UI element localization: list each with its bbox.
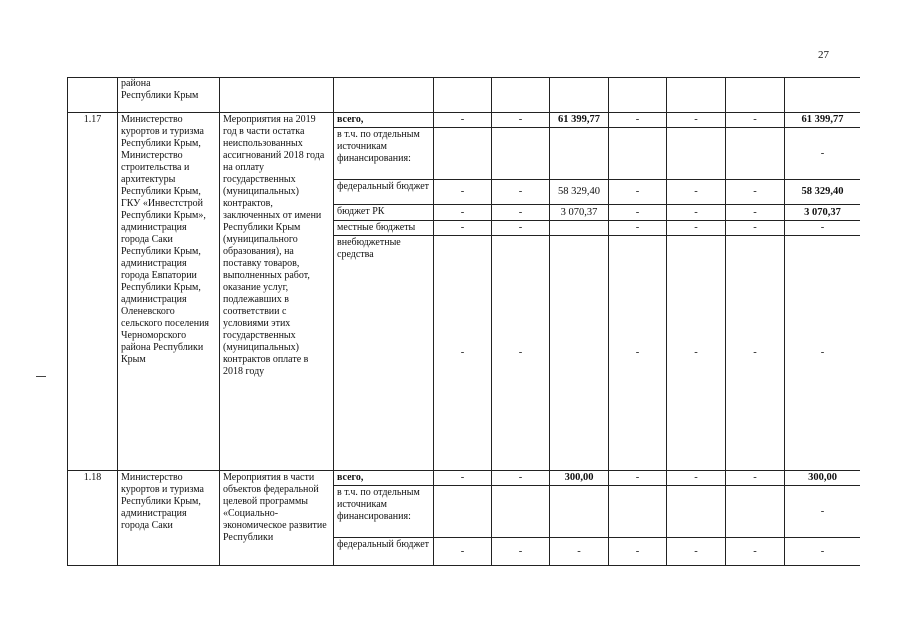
- table-row: федеральный бюджет - - 58 329,40 - - - 58 329,40: [68, 180, 861, 205]
- total-cell: -: [785, 221, 861, 236]
- source-label: внебюджетные средства: [334, 236, 434, 471]
- total-cell: 61 399,77: [785, 113, 861, 128]
- table-row: местные бюджеты - - - - - -: [68, 221, 861, 236]
- source-label: местные бюджеты: [334, 221, 434, 236]
- source-label: всего,: [334, 113, 434, 128]
- source-label: бюджет РК: [334, 205, 434, 221]
- table-row: федеральный бюджет - - - - - - -: [68, 538, 861, 566]
- executor-cell: Министерство курортов и туризма Республики Крым, Министерство строительства и архитектуры Республики Крым, ГКУ «Инвестстрой Республики Крым», администрация города Саки Республики Крым, администрация города Евпатории Республики Крым, администрация Оленевского сельского поселения Черноморского района Республики Крым: [118, 113, 220, 471]
- value-cell: -: [667, 113, 726, 128]
- event-cell: [220, 78, 334, 113]
- total-cell: 300,00: [785, 471, 861, 486]
- table-row: [68, 113, 861, 128]
- source-label: федеральный бюджет: [334, 538, 434, 566]
- row-number: 1.18: [68, 471, 118, 566]
- value-cell: -: [726, 113, 785, 128]
- table-row: бюджет РК - - 3 070,37 - - - 3 070,37: [68, 205, 861, 221]
- total-cell: -: [785, 236, 861, 471]
- source-label: федеральный бюджет: [334, 180, 434, 205]
- source-cell: [334, 78, 434, 113]
- source-label: в т.ч. по отдельным источникам финансирования:: [334, 486, 434, 538]
- value-cell: -: [492, 113, 550, 128]
- event-cell: Мероприятия в части объектов федеральной целевой программы «Социально-экономическое развитие Республики: [220, 471, 334, 566]
- executor-cell: района Республики Крым: [118, 78, 220, 113]
- table-row-continuation: [68, 78, 861, 113]
- event-cell: Мероприятия на 2019 год в части остатка неиспользованных ассигнований 2018 года на оплату государственных (муниципальных) контрактов, заключенных от имени Республики Крым (муниципального образования), на поставку товаров, выполненных работ, оказание услуг, подлежавших в соответствии с условиями этих государственных (муниципальных) контрактов оплате в 2018 году: [220, 113, 334, 471]
- value-cell: -: [609, 113, 667, 128]
- num-cell: [68, 78, 118, 113]
- executor-cell: Министерство курортов и туризма Республики Крым, администрация города Саки: [118, 471, 220, 566]
- source-label: всего,: [334, 471, 434, 486]
- margin-mark: [36, 376, 46, 377]
- total-cell: -: [785, 538, 861, 566]
- page-number: 27: [818, 49, 829, 61]
- budget-table: [67, 77, 860, 566]
- total-cell: 3 070,37: [785, 205, 861, 221]
- source-label: в т.ч. по отдельным источникам финансирования:: [334, 128, 434, 180]
- value-cell: 61 399,77: [550, 113, 609, 128]
- row-number: 1.17: [68, 113, 118, 471]
- total-cell: -: [785, 486, 861, 538]
- total-cell: 58 329,40: [785, 180, 861, 205]
- budget-table-container: [67, 77, 860, 575]
- value-cell: -: [434, 113, 492, 128]
- table-row: внебюджетные средства - - - - - -: [68, 236, 861, 471]
- total-cell: -: [785, 128, 861, 180]
- table-row: 1.18 Министерство курортов и туризма Республики Крым, администрация города Саки Мероприятия в части объектов федеральной целевой программы «Социально-экономическое развитие Республики всего, - - 300,00 - - - 300,00: [68, 471, 861, 486]
